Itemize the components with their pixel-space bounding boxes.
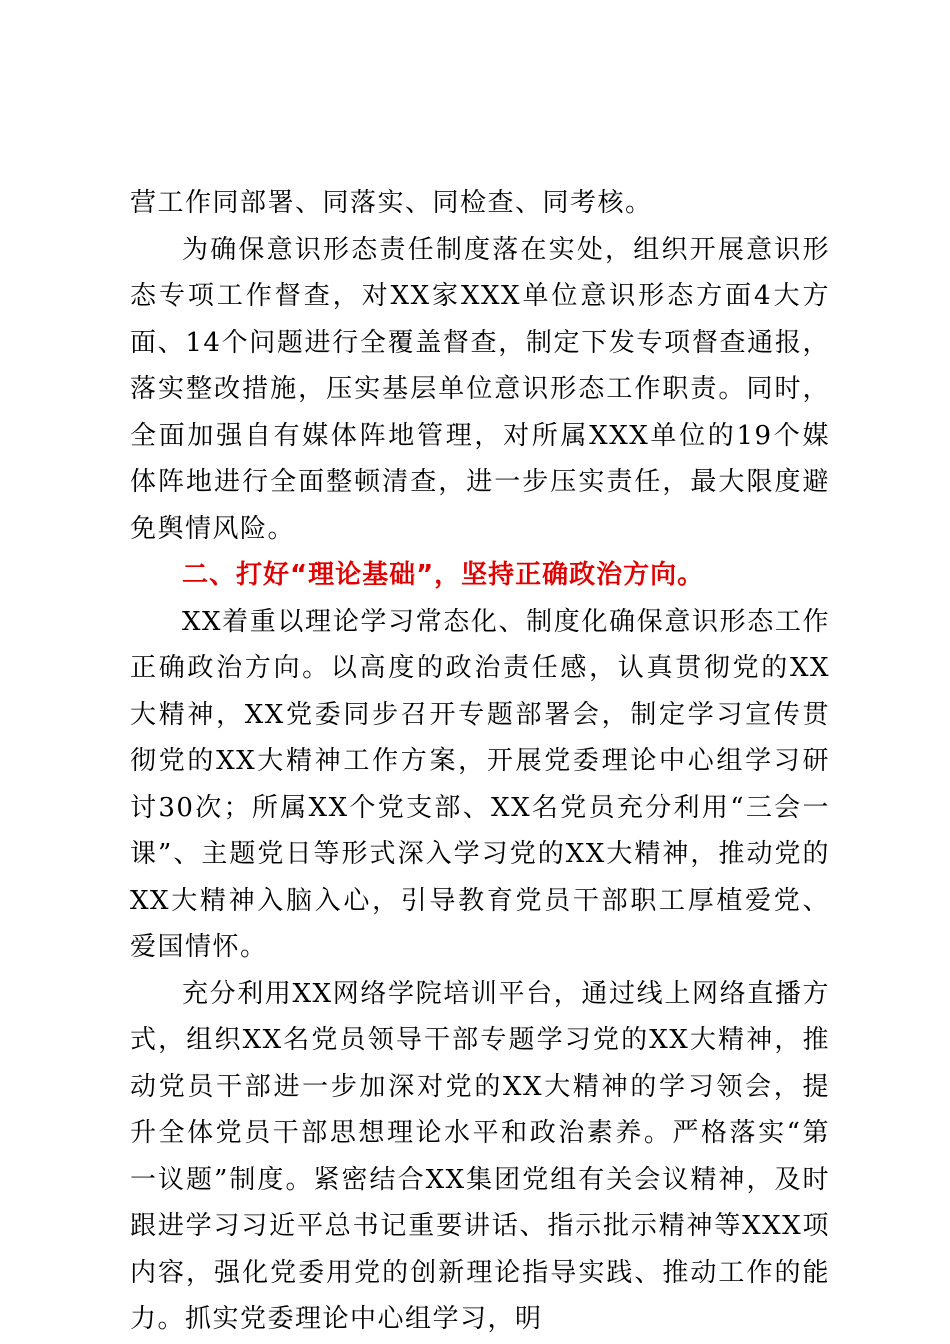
paragraph-theory-study: XX着重以理论学习常态化、制度化确保意识形态工作正确政治方向。以高度的政治责任感，认真贯彻党的XX大精神，XX党委同步召开专题部署会，制定学习宣传贯彻党的XX大精神工作方案，开展党委理论中心组学习研讨30次；所属XX个党支部、XX名党员充分利用“三会一课”、主题党日等形式深入学习党的XX大精神，推动党的XX大精神入脑入心，引导教育党员干部职工厚植爱党、爱国情怀。 [130,606,830,962]
document-body [130,180,830,1343]
paragraph-online-training: 充分利用XX网络学院培训平台，通过线上网络直播方式，组织XX名党员领导干部专题学习党的XX大精神，推动党员干部进一步加深对党的XX大精神的学习领会，提升全体党员干部思想理论水平和政治素养。严格落实“第一议题”制度。紧密结合XX集团党组有关会议精神，及时跟进学习习近平总书记重要讲话、指示批示精神等XXX项内容，强化党委用党的创新理论指导实践、推动工作的能力。抓实党委理论中心组学习，明 [130,978,830,1334]
section-heading-two: 二、打好“理论基础”，坚持正确政治方向。 [182,560,705,590]
paragraph-continuation: 营工作同部署、同落实、同检查、同考核。 [130,188,653,218]
paragraph-supervision: 为确保意识形态责任制度落在实处，组织开展意识形态专项工作督查，对XX家XXX单位意识形态方面4大方面、14个问题进行全覆盖督查，制定下发专项督查通报，落实整改措施，压实基层单位意识形态工作职责。同时，全面加强自有媒体阵地管理，对所属XXX单位的19个媒体阵地进行全面整顿清查，进一步压实责任，最大限度避免舆情风险。 [130,234,830,544]
